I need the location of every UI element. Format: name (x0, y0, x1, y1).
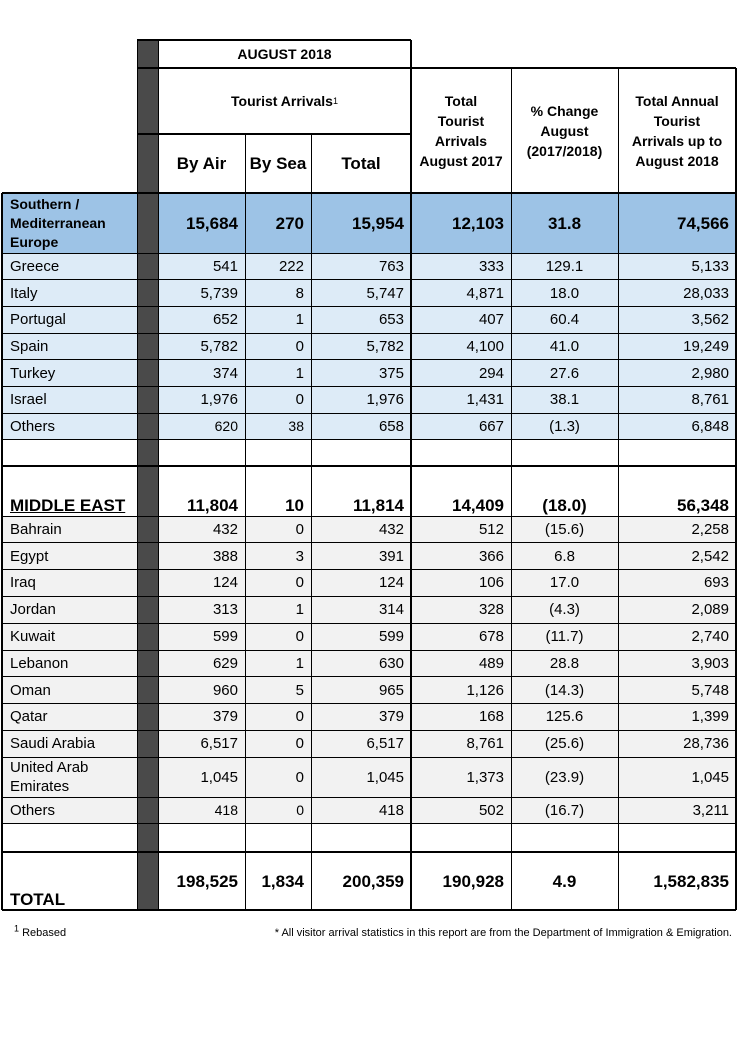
border (410, 40, 412, 910)
middle-east-row-total: 314 (378, 601, 404, 619)
grid-line (2, 279, 736, 280)
europe-row-change: 41.0 (549, 337, 580, 355)
europe-row-by-air: 5,782 (200, 337, 238, 355)
separator-column (137, 40, 158, 910)
grid-line (618, 68, 619, 910)
europe-row-by-air: 5,739 (200, 284, 238, 302)
europe-row-prev: 4,871 (466, 284, 504, 302)
europe-row-change: (1.3) (549, 418, 580, 436)
middle-east-row-by-sea: 0 (295, 628, 304, 646)
grid-line (2, 823, 736, 824)
border (137, 133, 411, 135)
middle-east-row-prev: 168 (478, 708, 504, 726)
europe-row-total: 5,782 (366, 337, 404, 355)
europe-subtotal-label: Southern / Mediterranean Europe (10, 195, 106, 250)
middle-east-row-change: 28.8 (549, 654, 580, 672)
middle-east-row-change: (15.6) (544, 520, 585, 538)
europe-row-label: Portugal (10, 311, 66, 329)
europe-row-annual: 8,761 (691, 391, 729, 409)
middle-east-row-change: (16.7) (544, 802, 585, 820)
middle-east-row-total: 418 (378, 802, 404, 820)
middle-east-subtotal-by-sea: 10 (285, 496, 304, 515)
middle-east-row-prev: 678 (478, 628, 504, 646)
middle-east-row-label: Jordan (10, 601, 56, 619)
tourist-arrivals-label: Tourist Arrivals (231, 93, 333, 109)
middle-east-row-label: Saudi Arabia (10, 735, 96, 753)
europe-row-by-sea: 38 (288, 418, 304, 435)
europe-row-prev: 667 (478, 418, 504, 436)
middle-east-row-label: Iraq (10, 574, 36, 592)
total-prev-header: Total Tourist Arrivals August 2017 (419, 92, 503, 169)
grand-total-annual: 1,582,835 (653, 871, 729, 891)
grand-total-by-sea: 1,834 (261, 871, 304, 891)
border (2, 851, 736, 853)
europe-row-label: Others (10, 418, 56, 436)
europe-row-total: 653 (378, 311, 404, 329)
middle-east-row-total: 1,045 (366, 768, 404, 786)
middle-east-row-label: Lebanon (10, 654, 69, 672)
grid-line (2, 359, 736, 360)
middle-east-row-by-sea: 1 (295, 601, 304, 619)
grid-line (2, 413, 736, 414)
pct-change-header: % Change August (2017/2018) (526, 102, 603, 159)
europe-row-label: Turkey (10, 364, 56, 382)
europe-row-annual: 2,980 (691, 364, 729, 382)
middle-east-row-by-air: 960 (212, 681, 238, 699)
middle-east-row-by-air: 432 (212, 520, 238, 538)
by-sea-header: By Sea (249, 153, 307, 173)
europe-row-by-sea: 0 (295, 337, 304, 355)
middle-east-subtotal-label: MIDDLE EAST (10, 496, 126, 515)
middle-east-row-change: (4.3) (549, 601, 580, 619)
grand-total-total: 200,359 (342, 871, 404, 891)
middle-east-row-by-air: 379 (212, 708, 238, 726)
europe-row-total: 763 (378, 257, 404, 275)
footnote-source: * All visitor arrival statistics in this report are from the Department of Immigration & Emigration. (274, 927, 732, 939)
middle-east-row-prev: 8,761 (466, 735, 504, 753)
middle-east-row-change: 6.8 (554, 547, 575, 565)
europe-row-prev: 294 (478, 364, 504, 382)
middle-east-row-annual: 3,211 (692, 802, 729, 820)
grid-line (2, 650, 736, 651)
europe-row-label: Israel (10, 391, 47, 409)
grid-line (2, 596, 736, 597)
europe-row-label: Greece (10, 257, 60, 275)
footnote-rebased-marker: 1 (14, 923, 20, 934)
middle-east-row-prev: 366 (478, 547, 504, 565)
europe-subtotal-total: 15,954 (352, 213, 404, 233)
europe-subtotal-annual: 74,566 (677, 213, 729, 233)
middle-east-row-annual: 3,903 (691, 654, 729, 672)
grid-line (2, 676, 736, 677)
border (2, 192, 736, 194)
middle-east-row-change: 17.0 (549, 574, 580, 592)
middle-east-row-label: Oman (10, 681, 51, 699)
grid-line (2, 757, 736, 758)
middle-east-row-change: (25.6) (544, 735, 585, 753)
middle-east-row-by-air: 124 (212, 574, 238, 592)
europe-row-change: 38.1 (549, 391, 580, 409)
europe-row-by-air: 1,976 (200, 391, 238, 409)
middle-east-subtotal-change: (18.0) (542, 496, 587, 515)
grid-line (2, 516, 736, 517)
border (2, 465, 736, 467)
europe-row-by-sea: 222 (278, 257, 304, 275)
middle-east-row-annual: 28,736 (683, 735, 729, 753)
by-air-header: By Air (176, 153, 227, 173)
border (137, 67, 411, 69)
period-header: AUGUST 2018 (237, 46, 332, 62)
middle-east-row-label: Qatar (10, 708, 48, 726)
border (1, 193, 3, 910)
middle-east-subtotal-by-air: 11,804 (186, 496, 238, 515)
middle-east-subtotal-prev: 14,409 (452, 496, 504, 515)
grid-line (245, 134, 246, 910)
middle-east-row-by-sea: 0 (295, 735, 304, 753)
europe-row-label: Spain (10, 337, 49, 355)
europe-row-by-sea: 1 (295, 364, 304, 382)
grid-line (158, 40, 159, 910)
footnote-rebased (14, 923, 67, 940)
grid-line (311, 134, 312, 910)
total-header: Total (341, 153, 381, 173)
grid-line (2, 333, 736, 334)
grand-total-label: TOTAL (10, 890, 66, 909)
middle-east-row-by-sea: 5 (295, 681, 304, 699)
middle-east-row-by-sea: 0 (295, 520, 304, 538)
middle-east-row-annual: 2,542 (691, 547, 729, 565)
europe-subtotal-by-air: 15,684 (186, 213, 238, 233)
europe-row-by-sea: 1 (295, 311, 304, 329)
grid-line (2, 439, 736, 440)
middle-east-row-by-air: 629 (212, 654, 238, 672)
middle-east-row-annual: 2,740 (691, 628, 729, 646)
middle-east-row-total: 6,517 (366, 735, 404, 753)
middle-east-row-prev: 489 (478, 654, 504, 672)
europe-row-change: 60.4 (549, 311, 580, 329)
europe-row-annual: 28,033 (683, 284, 729, 302)
middle-east-row-label: Egypt (10, 547, 49, 565)
middle-east-row-total: 965 (378, 681, 404, 699)
middle-east-row-change: (11.7) (545, 628, 584, 646)
middle-east-row-change: (23.9) (544, 768, 585, 786)
europe-row-total: 658 (378, 418, 404, 436)
middle-east-row-annual: 2,089 (691, 601, 729, 619)
europe-row-annual: 5,133 (691, 257, 729, 275)
middle-east-subtotal-annual: 56,348 (677, 496, 729, 515)
europe-row-by-air: 620 (214, 418, 238, 435)
middle-east-row-total: 379 (378, 708, 404, 726)
europe-row-total: 1,976 (366, 391, 404, 409)
middle-east-row-prev: 502 (478, 802, 504, 820)
middle-east-row-change: (14.3) (544, 681, 585, 699)
europe-row-by-sea: 0 (295, 391, 304, 409)
europe-row-change: 18.0 (549, 284, 580, 302)
middle-east-row-annual: 693 (703, 574, 729, 592)
annual-header: Total Annual Tourist Arrivals up to August 2018 (631, 92, 723, 169)
europe-row-annual: 19,249 (683, 337, 729, 355)
grid-line (2, 797, 736, 798)
middle-east-row-by-sea: 3 (295, 547, 304, 565)
europe-row-prev: 4,100 (466, 337, 504, 355)
middle-east-row-label: United Arab Emirates (10, 759, 89, 796)
middle-east-row-prev: 328 (478, 601, 504, 619)
europe-row-prev: 1,431 (466, 391, 504, 409)
grid-line (137, 40, 138, 910)
grid-line (2, 703, 736, 704)
europe-row-by-air: 374 (212, 364, 238, 382)
middle-east-row-by-sea: 0 (295, 768, 304, 786)
middle-east-row-annual: 1,045 (691, 768, 729, 786)
border (137, 39, 411, 41)
europe-row-change: 27.6 (549, 364, 580, 382)
middle-east-row-prev: 106 (478, 574, 504, 592)
europe-row-prev: 333 (478, 257, 504, 275)
middle-east-row-by-air: 313 (212, 601, 238, 619)
grid-line (2, 569, 736, 570)
grid-line (2, 542, 736, 543)
europe-row-annual: 3,562 (691, 311, 729, 329)
middle-east-row-by-air: 599 (212, 628, 238, 646)
middle-east-row-total: 432 (378, 520, 404, 538)
border (411, 67, 736, 69)
europe-row-total: 375 (378, 364, 404, 382)
europe-row-by-air: 652 (212, 311, 238, 329)
grid-line (2, 730, 736, 731)
middle-east-row-by-air: 418 (214, 802, 238, 819)
grand-total-prev: 190,928 (442, 871, 504, 891)
grand-total-by-air: 198,525 (176, 871, 238, 891)
grid-line (2, 253, 736, 254)
grand-total-change: 4.9 (552, 871, 577, 891)
europe-row-annual: 6,848 (691, 418, 729, 436)
middle-east-row-by-sea: 0 (295, 574, 304, 592)
middle-east-subtotal-total: 11,814 (352, 496, 404, 515)
middle-east-row-annual: 2,258 (691, 520, 729, 538)
border (2, 909, 736, 911)
middle-east-row-total: 124 (378, 574, 404, 592)
middle-east-row-by-air: 388 (212, 547, 238, 565)
grid-line (2, 386, 736, 387)
middle-east-row-prev: 1,373 (466, 768, 504, 786)
grid-line (2, 306, 736, 307)
europe-subtotal-change: 31.8 (547, 213, 582, 233)
grid-line (511, 68, 512, 910)
europe-row-by-sea: 8 (295, 284, 304, 302)
europe-row-change: 129.1 (545, 257, 584, 275)
middle-east-row-label: Bahrain (10, 520, 62, 538)
europe-row-label: Italy (10, 284, 38, 302)
middle-east-row-total: 391 (378, 547, 404, 565)
europe-row-by-air: 541 (212, 257, 238, 275)
middle-east-row-label: Kuwait (10, 628, 56, 646)
europe-row-prev: 407 (478, 311, 504, 329)
tourist-arrivals-header: Tourist Arrivals 1 (231, 93, 338, 109)
middle-east-row-total: 599 (378, 628, 404, 646)
middle-east-row-by-sea: 0 (295, 708, 304, 726)
europe-subtotal-by-sea: 270 (275, 213, 304, 233)
grid-line (2, 623, 736, 624)
middle-east-row-by-sea: 1 (295, 654, 304, 672)
middle-east-row-by-air: 1,045 (200, 768, 238, 786)
middle-east-row-by-sea: 0 (296, 802, 304, 819)
middle-east-row-change: 125.6 (545, 708, 584, 726)
border (735, 68, 737, 910)
europe-row-total: 5,747 (366, 284, 404, 302)
middle-east-row-total: 630 (378, 654, 404, 672)
middle-east-row-by-air: 6,517 (200, 735, 238, 753)
middle-east-row-annual: 5,748 (691, 681, 729, 699)
middle-east-row-annual: 1,399 (691, 708, 729, 726)
europe-subtotal-prev: 12,103 (452, 213, 504, 233)
middle-east-row-prev: 512 (478, 520, 504, 538)
footnote-rebased-text: Rebased (19, 927, 67, 939)
middle-east-row-label: Others (10, 802, 56, 820)
middle-east-row-prev: 1,126 (466, 681, 504, 699)
